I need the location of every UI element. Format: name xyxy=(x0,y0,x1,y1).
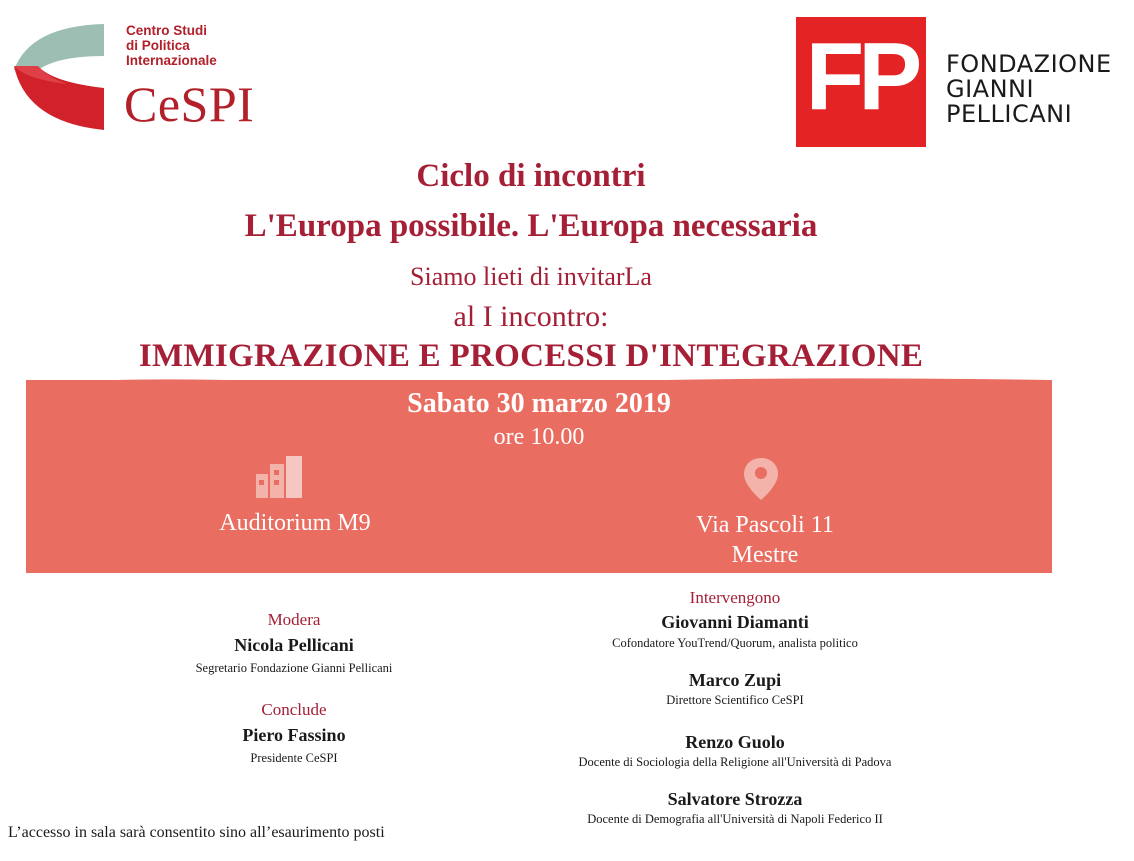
speaker-name: Marco Zupi xyxy=(688,670,782,690)
fp-letters: FP xyxy=(805,23,917,130)
moderator-description: Segretario Fondazione Gianni Pellicani xyxy=(195,661,393,675)
event-date: Sabato 30 marzo 2019 xyxy=(407,388,671,419)
series-heading: Ciclo di incontri xyxy=(416,158,646,194)
moderator-role: Modera xyxy=(267,610,321,629)
building-icon xyxy=(254,454,304,498)
concluder-name: Piero Fassino xyxy=(242,725,346,745)
fp-name-line: FONDAZIONE xyxy=(946,50,1112,78)
location-pin-icon xyxy=(742,456,780,502)
concluder-role: Conclude xyxy=(261,700,327,719)
speaker-name: Renzo Guolo xyxy=(685,732,785,752)
speaker-name: Giovanni Diamanti xyxy=(661,612,809,632)
speakers-role: Intervengono xyxy=(689,588,781,607)
cespi-name: CeSPI xyxy=(124,76,255,132)
speaker-name: Salvatore Strozza xyxy=(667,789,803,809)
meeting-number: al I incontro: xyxy=(453,300,609,333)
cespi-subtitle-line: Internazionale xyxy=(126,53,217,68)
fp-name-line: PELLICANI xyxy=(946,100,1073,128)
fp-name-line: GIANNI xyxy=(946,75,1035,103)
speaker-description: Direttore Scientifico CeSPI xyxy=(666,693,804,707)
event-address-city: Mestre xyxy=(731,542,799,568)
speaker-description: Docente di Sociologia della Religione all'Università di Padova xyxy=(578,755,892,769)
event-venue: Auditorium M9 xyxy=(219,510,371,536)
speaker-description: Cofondatore YouTrend/Quorum, analista politico xyxy=(612,636,858,650)
cespi-subtitle-line: di Politica xyxy=(126,38,190,53)
series-title: L'Europa possibile. L'Europa necessaria xyxy=(244,208,818,244)
event-time: ore 10.00 xyxy=(493,424,585,450)
cespi-swoosh-icon xyxy=(8,18,108,133)
fp-logo-box xyxy=(796,17,926,147)
concluder-description: Presidente CeSPI xyxy=(250,751,338,765)
moderator-name: Nicola Pellicani xyxy=(234,635,354,655)
event-address-street: Via Pascoli 11 xyxy=(696,512,834,538)
cespi-subtitle-line: Centro Studi xyxy=(126,23,207,38)
access-note: L’accesso in sala sarà consentito sino all’esaurimento posti xyxy=(8,824,385,841)
cespi-logo xyxy=(0,0,300,145)
meeting-theme: IMMIGRAZIONE E PROCESSI D'INTEGRAZIONE xyxy=(138,338,924,374)
speaker-description: Docente di Demografia all'Università di Napoli Federico II xyxy=(587,812,883,826)
invitation-text: Siamo lieti di invitarLa xyxy=(410,262,652,291)
